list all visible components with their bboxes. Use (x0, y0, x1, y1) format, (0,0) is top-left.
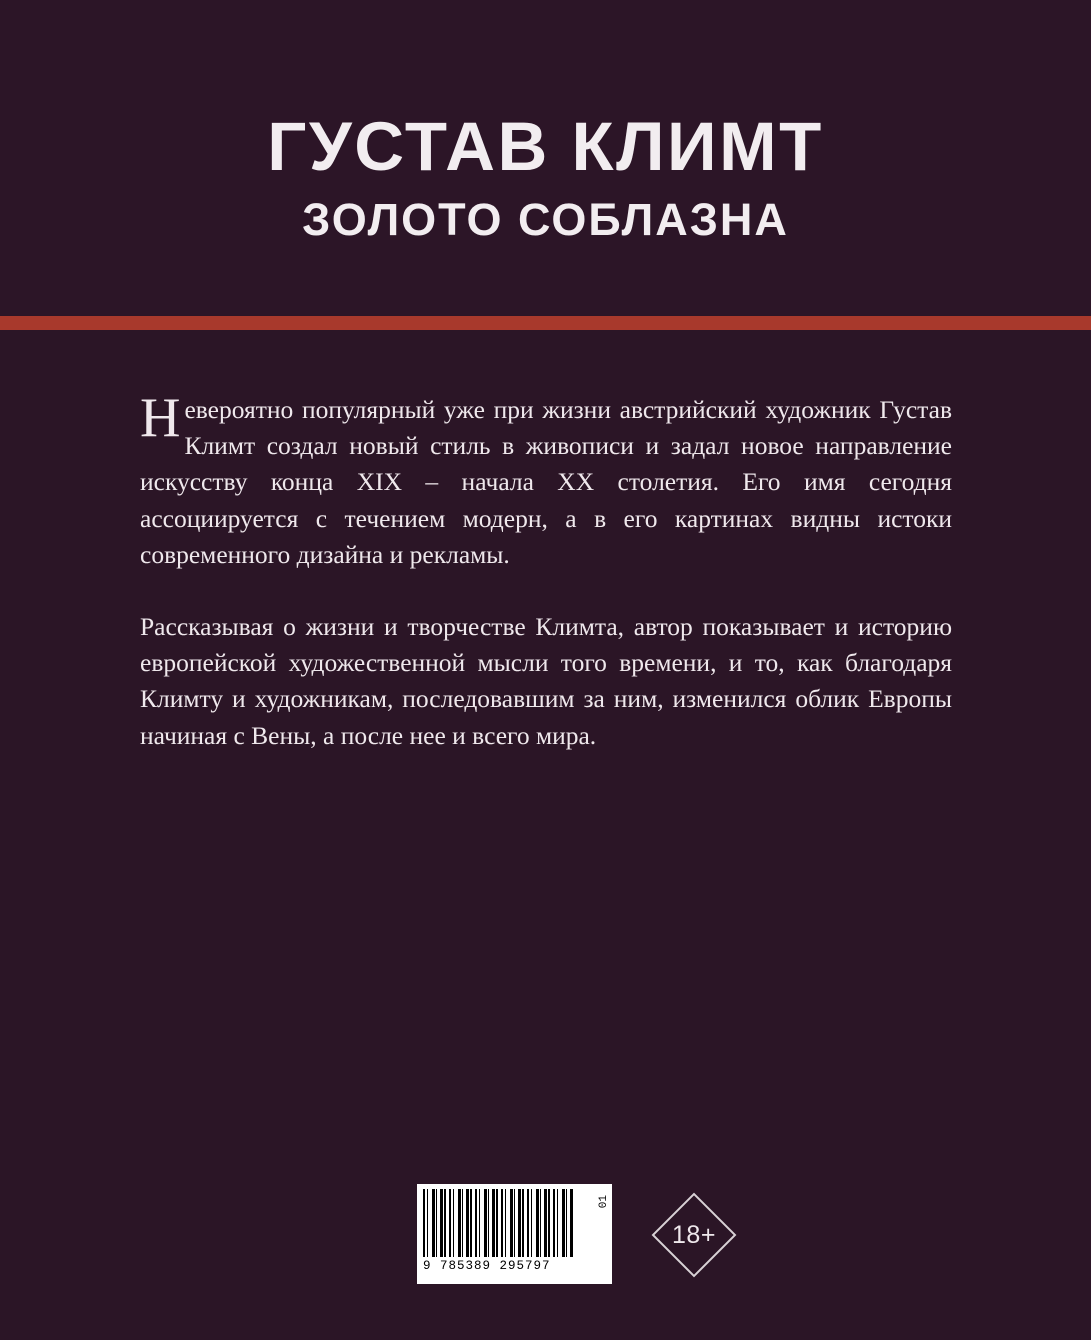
page-subtitle: ЗОЛОТО СОБЛАЗНА (302, 194, 789, 245)
blurb-paragraph-2: Рассказывая о жизни и творчестве Климта, автор показывает и историю европейской художественной мысли того времени, и то, как благодаря Климту и художникам, последовавшим за ним, изменился облик Европы начиная с Вены, а после нее и всего мира. (140, 612, 952, 750)
page-title: ГУСТАВ КЛИМТ (267, 108, 824, 185)
red-divider (0, 316, 1091, 330)
blurb-paragraph-1: Невероятно популярный уже при жизни австрийский художник Густав Климт создал новый стиль в живописи и задал новое направление искусству конца XIX – начала XX столетия. Его имя сегодня ассоциируется с течением модерн, а в его картинах видны истоки современного дизайна и рекламы. (140, 387, 952, 569)
barcode-addon-label: 01 (598, 1195, 610, 1209)
blurb-text (140, 387, 952, 754)
title-block (0, 108, 1091, 245)
bottom-strip (0, 1184, 1091, 1294)
barcode-digits: 9 785389 295797 (423, 1259, 551, 1273)
barcode (417, 1184, 612, 1284)
barcode-bars (423, 1189, 573, 1257)
title-band (0, 0, 1091, 315)
age-rating-badge (655, 1196, 733, 1274)
barcode-addon (578, 1191, 610, 1253)
age-rating-label: 18+ (672, 1221, 716, 1249)
